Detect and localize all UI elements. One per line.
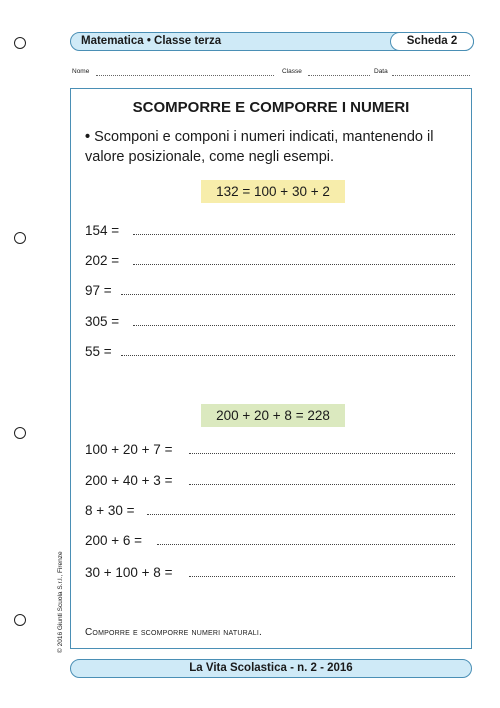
data-label: Data (374, 68, 388, 75)
decompose-row (85, 252, 457, 270)
topic-caption: Comporre e scomporre numeri naturali. (85, 627, 262, 638)
decompose-label: 97 = (85, 283, 112, 298)
compose-label: 8 + 30 = (85, 503, 135, 518)
decompose-label: 55 = (85, 344, 112, 359)
compose-label: 200 + 6 = (85, 533, 143, 548)
binder-hole-lower-middle (14, 427, 26, 439)
decompose-label: 305 = (85, 314, 120, 329)
footer-bar: La Vita Scolastica - n. 2 - 2016 (70, 659, 472, 678)
answer-line[interactable] (121, 355, 455, 356)
subject-title: Matematica • Classe terza (81, 35, 222, 47)
answer-line[interactable] (189, 484, 455, 485)
answer-line[interactable] (189, 576, 455, 577)
binder-hole-top (14, 37, 26, 49)
answer-line[interactable] (133, 264, 455, 265)
decompose-label: 202 = (85, 253, 120, 268)
compose-row (85, 472, 457, 490)
compose-label: 200 + 40 + 3 = (85, 473, 173, 488)
answer-line[interactable] (147, 514, 455, 515)
example-compose: 200 + 20 + 8 = 228 (201, 404, 345, 427)
copyright-note: © 2016 Giunti Scuola S.r.l., Firenze (57, 551, 64, 653)
sheet-number: Scheda 2 (390, 32, 474, 51)
example-decompose: 132 = 100 + 30 + 2 (201, 180, 345, 203)
answer-line[interactable] (157, 544, 455, 545)
data-line (392, 75, 470, 76)
binder-hole-bottom (14, 614, 26, 626)
header-bar (70, 32, 474, 51)
compose-row (85, 532, 457, 550)
decompose-label: 154 = (85, 223, 120, 238)
decompose-row (85, 282, 457, 300)
answer-line[interactable] (133, 234, 455, 235)
answer-line[interactable] (189, 453, 455, 454)
compose-label: 100 + 20 + 7 = (85, 442, 173, 457)
exercise-box (70, 88, 472, 649)
compose-row (85, 441, 457, 459)
bullet-icon: • (85, 129, 91, 145)
decompose-row (85, 313, 457, 331)
answer-line[interactable] (133, 325, 455, 326)
compose-row (85, 564, 457, 582)
page-title: SCOMPORRE E COMPORRE I NUMERI (132, 99, 410, 116)
compose-row (85, 502, 457, 520)
classe-label: Classe (282, 68, 302, 75)
decompose-row (85, 222, 457, 240)
nome-line (96, 75, 274, 76)
classe-line (308, 75, 370, 76)
decompose-row (85, 343, 457, 361)
binder-hole-upper-middle (14, 232, 26, 244)
nome-label: Nome (72, 68, 90, 75)
answer-line[interactable] (121, 294, 455, 295)
student-info-row (72, 68, 472, 78)
compose-label: 30 + 100 + 8 = (85, 565, 173, 580)
instruction-body: Scomponi e componi i numeri indicati, mantenendo il valore posizionale, come negli esempi. (85, 129, 434, 165)
instruction-text (85, 127, 465, 167)
